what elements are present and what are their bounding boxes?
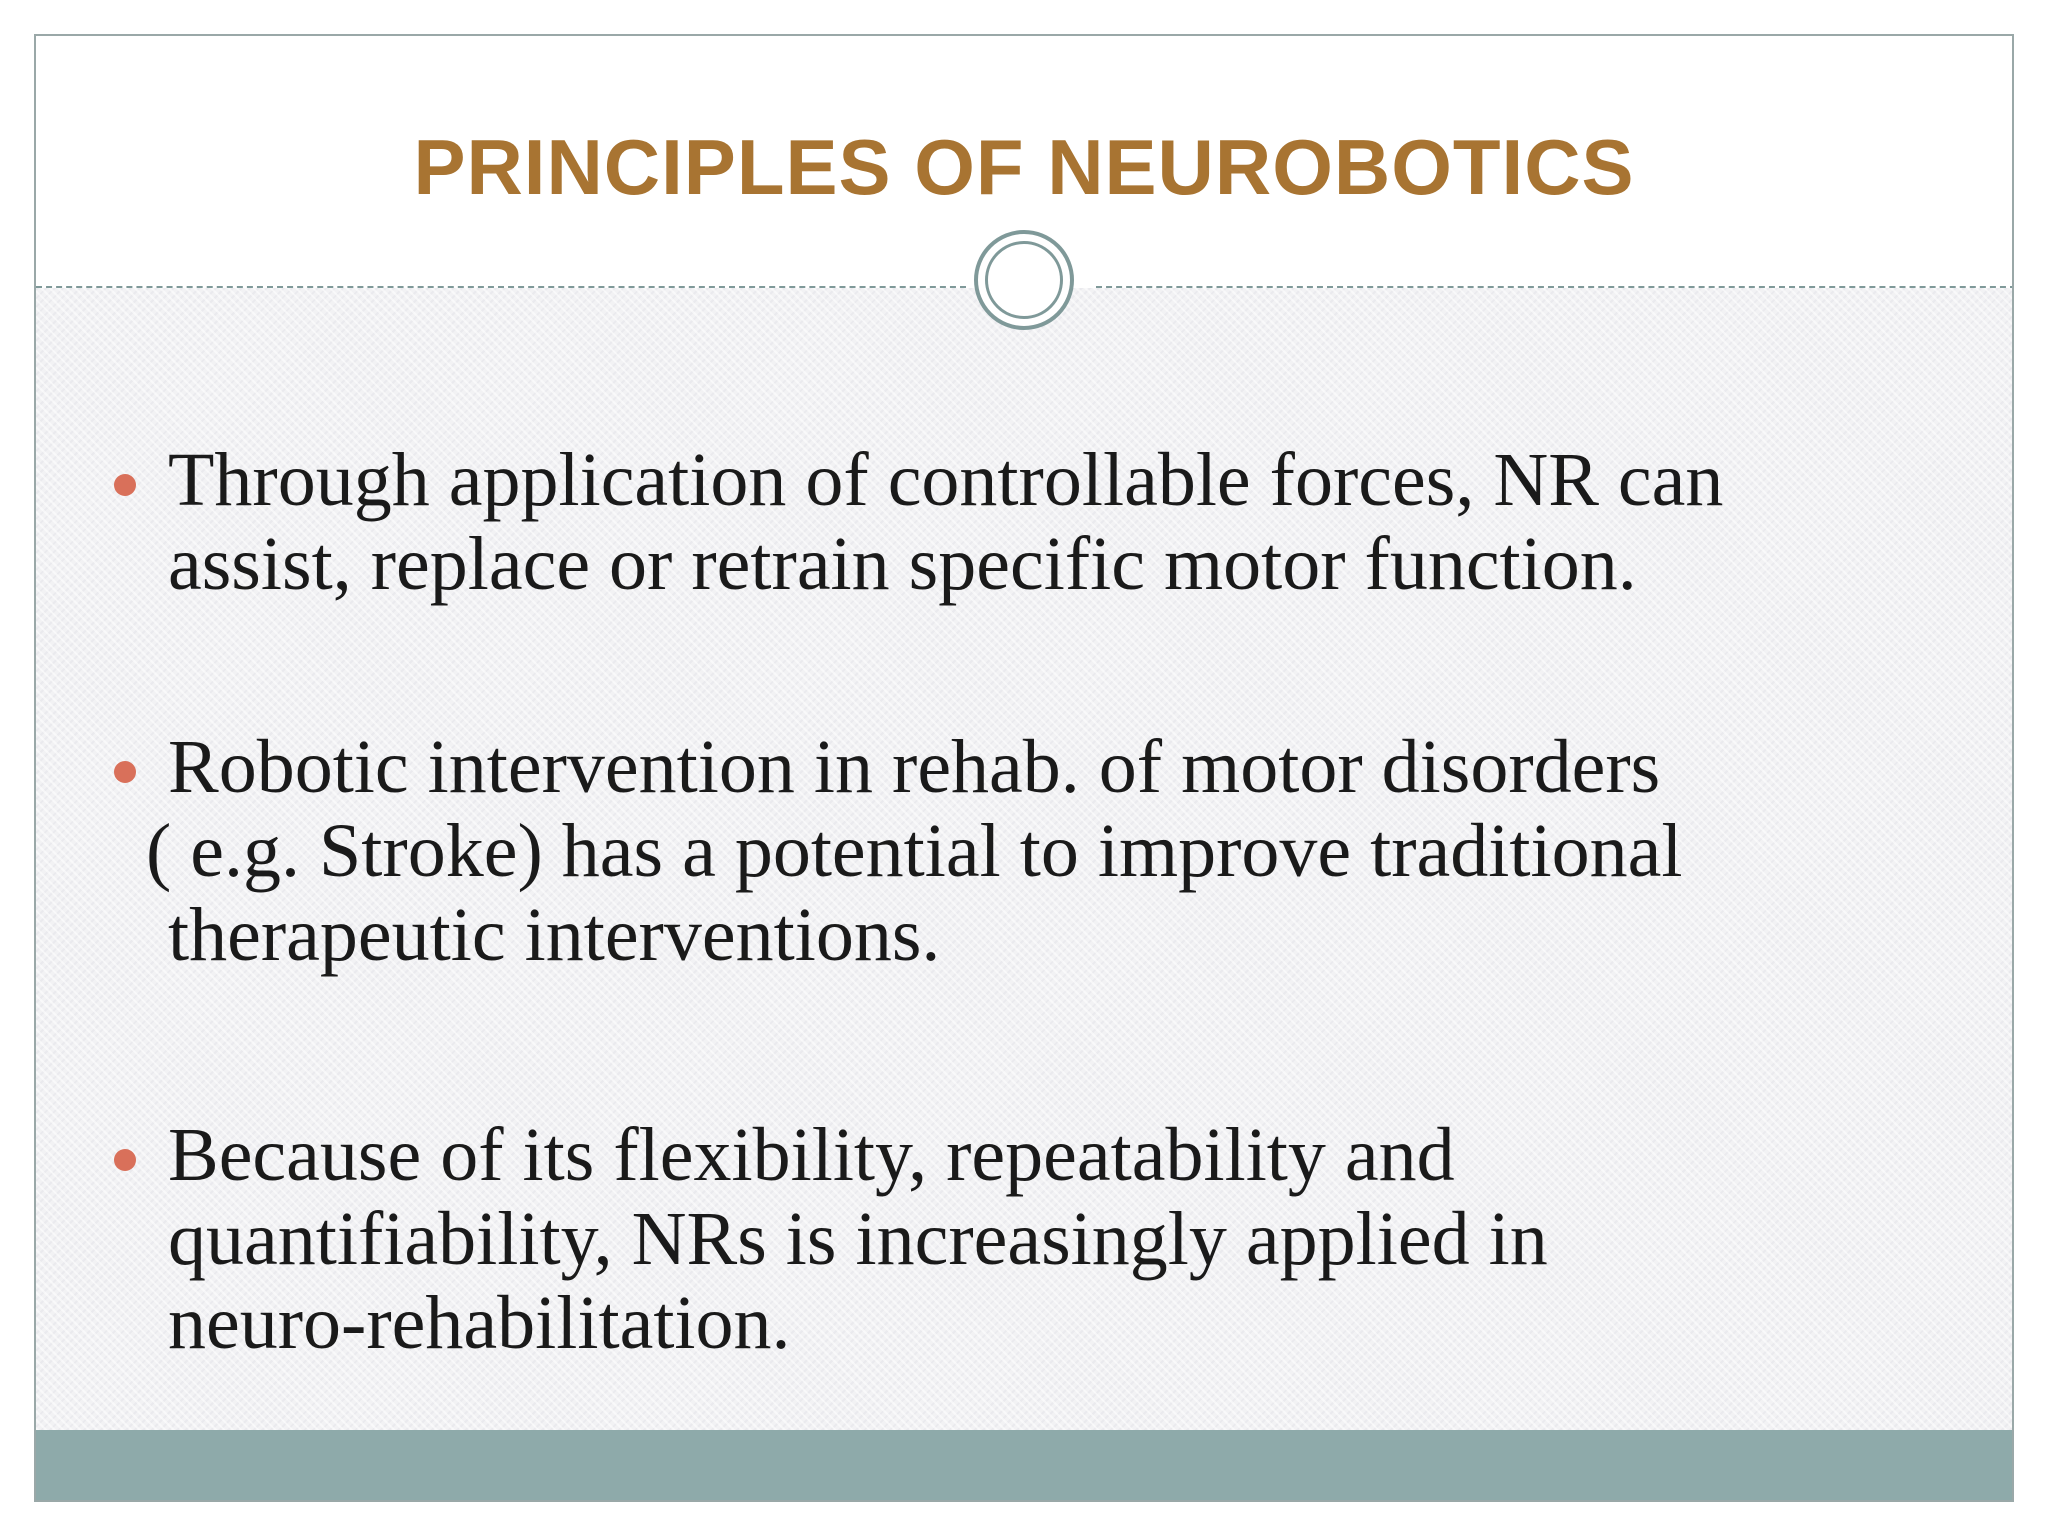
bullet-3-line-3: neuro-rehabilitation. (168, 1281, 791, 1365)
bullet-1-line-1: Through application of controllable forces, NR can (168, 438, 1724, 522)
footer-bar (36, 1430, 2012, 1500)
bullet-2-line-3: therapeutic interventions. (168, 893, 941, 977)
divider-inner-ring (985, 241, 1063, 319)
bullet-item-3 (168, 1113, 1548, 1365)
title-divider-left (36, 286, 966, 288)
bullet-1-line-2: assist, replace or retrain specific motor function. (168, 522, 1637, 606)
divider-ring-icon (974, 230, 1074, 330)
bullet-2-line-1: Robotic intervention in rehab. of motor disorders (168, 725, 1661, 809)
bullet-item-1 (168, 438, 1723, 606)
bullet-3-line-1: Because of its flexibility, repeatability and (168, 1113, 1455, 1197)
title-divider-right (1096, 286, 2014, 288)
slide-body (36, 288, 2012, 1438)
bullet-dot-icon (114, 1149, 136, 1171)
slide-title: PRINCIPLES OF NEUROBOTICS (413, 123, 1635, 211)
bullet-dot-icon (114, 474, 136, 496)
bullet-dot-icon (114, 761, 136, 783)
bullet-item-2 (146, 725, 1683, 977)
bullet-2-line-2: ( e.g. Stroke) has a potential to improve traditional (146, 809, 1683, 893)
slide (34, 34, 2014, 1502)
bullet-3-line-2: quantifiability, NRs is increasingly applied in (168, 1197, 1548, 1281)
